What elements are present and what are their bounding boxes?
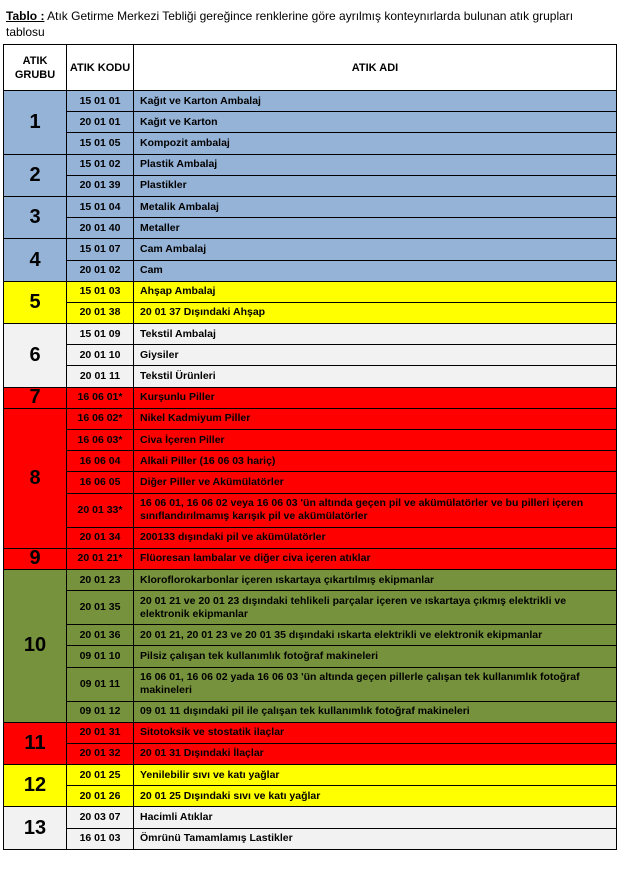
waste-code: 15 01 09 <box>67 324 134 345</box>
waste-code: 15 01 02 <box>67 154 134 175</box>
header-code: ATIK KODU <box>67 45 134 91</box>
waste-name: Nikel Kadmiyum Piller <box>134 408 617 429</box>
waste-name: Giysiler <box>134 345 617 366</box>
table-row <box>4 408 617 429</box>
table-row <box>4 625 617 646</box>
waste-name: Kurşunlu Piller <box>134 387 617 408</box>
table-row <box>4 591 617 625</box>
table-row <box>4 387 617 408</box>
group-number: 6 <box>4 324 67 388</box>
header-name: ATIK ADI <box>134 45 617 91</box>
waste-code: 20 01 34 <box>67 527 134 548</box>
waste-code: 20 01 39 <box>67 175 134 196</box>
waste-name: 20 01 31 Dışındaki İlaçlar <box>134 743 617 764</box>
table-row <box>4 569 617 590</box>
table-row <box>4 722 617 743</box>
waste-name: Civa İçeren Piller <box>134 430 617 451</box>
waste-name: Diğer Piller ve Akümülatörler <box>134 472 617 493</box>
table-row <box>4 366 617 387</box>
caption-label: Tablo : <box>6 9 45 23</box>
table-row <box>4 527 617 548</box>
group-number: 1 <box>4 91 67 155</box>
waste-code: 15 01 04 <box>67 196 134 217</box>
table-row <box>4 667 617 701</box>
waste-code: 09 01 10 <box>67 646 134 667</box>
waste-code: 20 01 35 <box>67 591 134 625</box>
table-row <box>4 281 617 302</box>
table-row <box>4 451 617 472</box>
waste-code: 20 01 26 <box>67 786 134 807</box>
waste-name: Tekstil Ambalaj <box>134 324 617 345</box>
waste-name: Kompozit ambalaj <box>134 133 617 154</box>
waste-code: 20 01 38 <box>67 302 134 323</box>
table-row <box>4 175 617 196</box>
waste-code: 20 01 25 <box>67 765 134 786</box>
waste-name: 16 06 01, 16 06 02 veya 16 06 03 'ün altında geçen pil ve akümülatörler ve bu pilleri içeren sınıflandırılmamış karışık pil ve akümülatörler <box>134 493 617 527</box>
waste-name: Flüoresan lambalar ve diğer civa içeren atıklar <box>134 548 617 569</box>
group-number: 2 <box>4 154 67 196</box>
table-row <box>4 472 617 493</box>
table-row <box>4 239 617 260</box>
group-number: 5 <box>4 281 67 323</box>
table-row <box>4 743 617 764</box>
waste-name: Cam Ambalaj <box>134 239 617 260</box>
waste-code: 16 06 03* <box>67 430 134 451</box>
waste-code: 16 06 04 <box>67 451 134 472</box>
waste-code: 15 01 05 <box>67 133 134 154</box>
caption-text: Atık Getirme Merkezi Tebliği gereğince renklerine göre ayrılmış konteynırlarda bulunan atık grupları tablosu <box>6 9 574 39</box>
waste-name: 200133 dışındaki pil ve akümülatörler <box>134 527 617 548</box>
group-number: 11 <box>4 722 67 764</box>
table-row <box>4 133 617 154</box>
table-row <box>4 548 617 569</box>
table-row <box>4 154 617 175</box>
waste-group-table <box>3 44 617 850</box>
group-number: 3 <box>4 196 67 238</box>
waste-name: 20 01 37 Dışındaki Ahşap <box>134 302 617 323</box>
waste-code: 16 06 02* <box>67 408 134 429</box>
waste-name: Tekstil Ürünleri <box>134 366 617 387</box>
table-row <box>4 646 617 667</box>
waste-name: Kağıt ve Karton <box>134 112 617 133</box>
table-row <box>4 430 617 451</box>
waste-name: Sitotoksik ve stostatik ilaçlar <box>134 722 617 743</box>
waste-code: 09 01 12 <box>67 701 134 722</box>
waste-name: Metalik Ambalaj <box>134 196 617 217</box>
group-number: 9 <box>4 548 67 569</box>
table-row <box>4 807 617 828</box>
waste-code: 20 01 10 <box>67 345 134 366</box>
table-row <box>4 828 617 849</box>
waste-code: 16 01 03 <box>67 828 134 849</box>
waste-code: 20 01 31 <box>67 722 134 743</box>
waste-name: 20 01 21 ve 20 01 23 dışındaki tehlikeli parçalar içeren ve ıskartaya çıkmış elektrikli ve elektronik ekipmanlar <box>134 591 617 625</box>
waste-name: Cam <box>134 260 617 281</box>
table-caption <box>6 8 606 40</box>
group-number: 13 <box>4 807 67 849</box>
waste-code: 20 01 36 <box>67 625 134 646</box>
waste-code: 20 01 33* <box>67 493 134 527</box>
waste-code: 20 01 40 <box>67 218 134 239</box>
group-number: 8 <box>4 408 67 548</box>
waste-name: 09 01 11 dışındaki pil ile çalışan tek kullanımlık fotoğraf makineleri <box>134 701 617 722</box>
table-row <box>4 112 617 133</box>
table-row <box>4 218 617 239</box>
waste-name: Ahşap Ambalaj <box>134 281 617 302</box>
waste-name: Plastik Ambalaj <box>134 154 617 175</box>
waste-code: 20 01 32 <box>67 743 134 764</box>
table-row <box>4 91 617 112</box>
waste-name: Hacimli Atıklar <box>134 807 617 828</box>
waste-code: 20 03 07 <box>67 807 134 828</box>
waste-name: Plastikler <box>134 175 617 196</box>
header-row <box>4 45 617 91</box>
waste-name: Kağıt ve Karton Ambalaj <box>134 91 617 112</box>
group-number: 4 <box>4 239 67 281</box>
table-row <box>4 493 617 527</box>
table-row <box>4 765 617 786</box>
header-group: ATIK GRUBU <box>4 45 67 91</box>
table-row <box>4 260 617 281</box>
waste-name: Yenilebilir sıvı ve katı yağlar <box>134 765 617 786</box>
waste-name: 20 01 21, 20 01 23 ve 20 01 35 dışındaki ıskarta elektrikli ve elektronik ekipmanlar <box>134 625 617 646</box>
waste-name: Ömrünü Tamamlamış Lastikler <box>134 828 617 849</box>
table-row <box>4 701 617 722</box>
waste-code: 15 01 07 <box>67 239 134 260</box>
waste-code: 20 01 23 <box>67 569 134 590</box>
group-number: 7 <box>4 387 67 408</box>
waste-code: 15 01 03 <box>67 281 134 302</box>
waste-code: 16 06 01* <box>67 387 134 408</box>
waste-name: Kloroflorokarbonlar içeren ıskartaya çıkartılmış ekipmanlar <box>134 569 617 590</box>
table-row <box>4 324 617 345</box>
waste-code: 15 01 01 <box>67 91 134 112</box>
waste-name: 16 06 01, 16 06 02 yada 16 06 03 'ün altında geçen pillerle çalışan tek kullanımlık fotoğraf makineleri <box>134 667 617 701</box>
waste-code: 20 01 02 <box>67 260 134 281</box>
waste-code: 16 06 05 <box>67 472 134 493</box>
group-number: 10 <box>4 569 67 722</box>
table-body <box>4 91 617 850</box>
waste-name: Metaller <box>134 218 617 239</box>
table-row <box>4 302 617 323</box>
waste-name: Alkali Piller (16 06 03 hariç) <box>134 451 617 472</box>
waste-code: 09 01 11 <box>67 667 134 701</box>
group-number: 12 <box>4 765 67 807</box>
waste-code: 20 01 01 <box>67 112 134 133</box>
table-row <box>4 196 617 217</box>
waste-name: 20 01 25 Dışındaki sıvı ve katı yağlar <box>134 786 617 807</box>
table-row <box>4 345 617 366</box>
table-row <box>4 786 617 807</box>
waste-name: Pilsiz çalışan tek kullanımlık fotoğraf makineleri <box>134 646 617 667</box>
waste-code: 20 01 21* <box>67 548 134 569</box>
waste-code: 20 01 11 <box>67 366 134 387</box>
